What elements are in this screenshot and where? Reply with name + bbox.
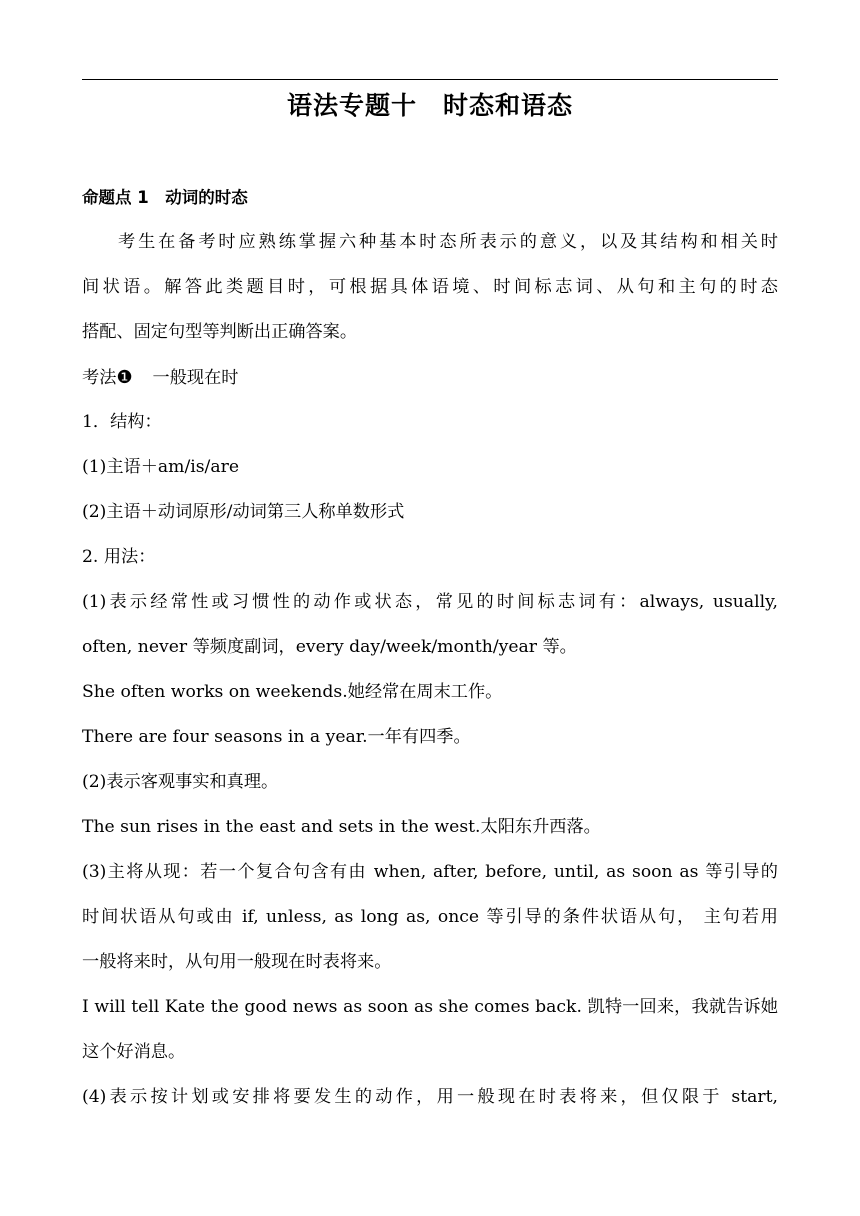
usage-line: (1)表示经常性或习惯性的动作或状态，常见的时间标志词有：always, usually,	[82, 592, 778, 612]
example-sentence: There are four seasons in a year.一年有四季。	[82, 727, 471, 747]
intro-line: 考生在备考时应熟练掌握六种基本时态所表示的意义，以及其结构和相关时	[118, 232, 778, 252]
example-sentence: She often works on weekends.她经常在周末工作。	[82, 682, 503, 702]
circled-number-one-icon: ❶	[116, 367, 133, 388]
structure-heading: 1．结构：	[82, 412, 162, 432]
method-heading	[82, 355, 778, 400]
intro-line: 间状语。解答此类题目时，可根据具体语境、时间标志词、从句和主句的时态	[82, 277, 778, 297]
document-page	[82, 0, 778, 1216]
structure-item: (2)主语＋动词原形/动词第三人称单数形式	[82, 502, 405, 522]
example-sentence: The sun rises in the east and sets in the west.太阳东升西落。	[82, 817, 601, 837]
example-sentence: I will tell Kate the good news as soon as she comes back. 凯特一回来，我就告诉她	[82, 997, 778, 1017]
example-sentence: 这个好消息。	[82, 1042, 186, 1062]
usage-line: 时间状语从句或由 if, unless, as long as, once 等引导的条件状语从句， 主句若用	[82, 907, 778, 927]
document-body	[82, 175, 778, 1120]
intro-line: 搭配、固定句型等判断出正确答案。	[82, 322, 358, 342]
header-rule	[82, 79, 778, 80]
method-prefix: 考法	[82, 368, 117, 388]
method-label: 一般现在时	[152, 368, 239, 388]
usage-line: (4)表示按计划或安排将要发生的动作，用一般现在时表将来，但仅限于 start,	[82, 1087, 778, 1107]
document-title: 语法专题十 时态和语态	[286, 91, 573, 120]
usage-line: (3)主将从现：若一个复合句含有由 when, after, before, until, as soon as 等引导的	[82, 862, 778, 882]
usage-line: (2)表示客观事实和真理。	[82, 772, 279, 792]
usage-line: 一般将来时，从句用一般现在时表将来。	[82, 952, 392, 972]
usage-heading: 2. 用法：	[82, 547, 156, 567]
structure-item: (1)主语＋am/is/are	[82, 457, 239, 477]
usage-line: often, never 等频度副词，every day/week/month/year 等。	[82, 637, 577, 657]
section-heading: 命题点 1 动词的时态	[82, 188, 248, 207]
